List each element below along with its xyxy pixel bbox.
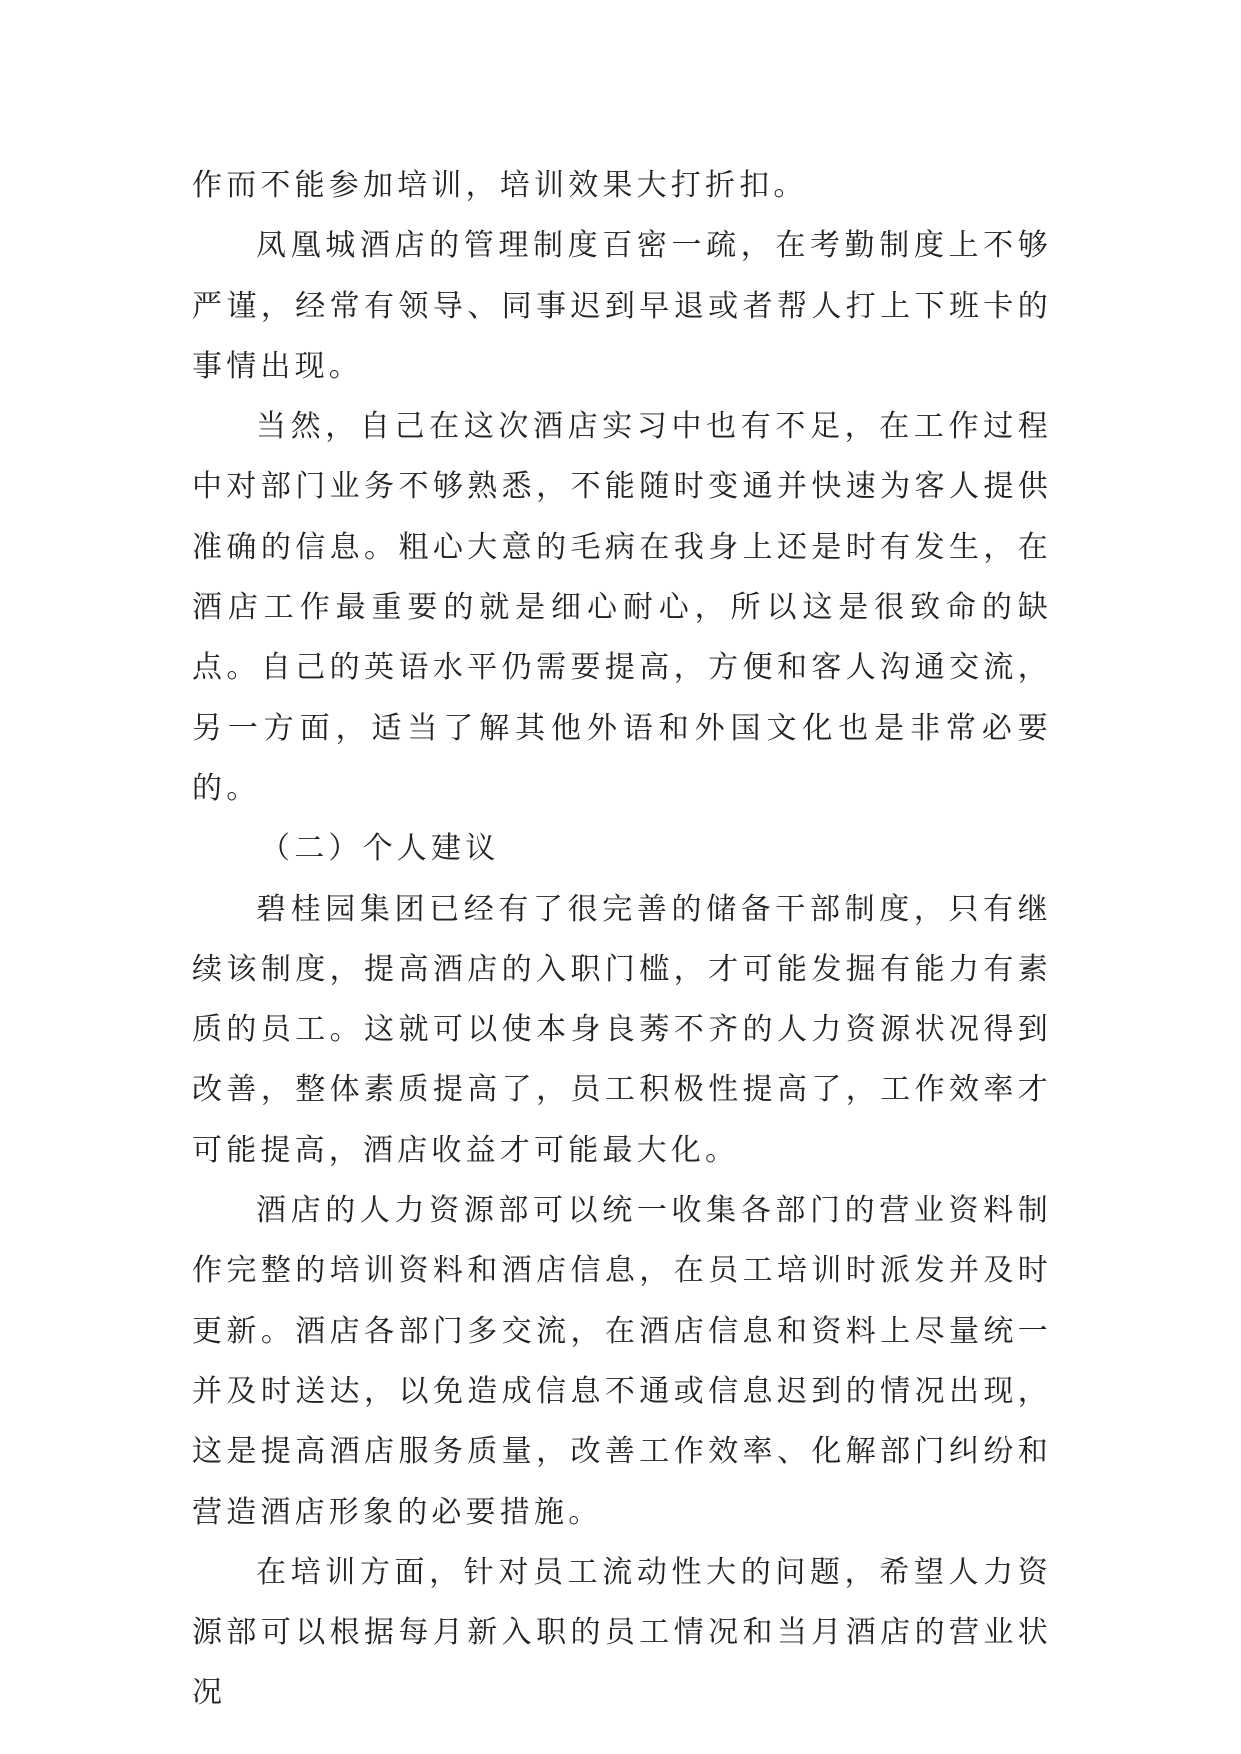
paragraph-training-turnover: 在培训方面，针对员工流动性大的问题，希望人力资源部可以根据每月新入职的员工情况和当月酒店的营业状况 xyxy=(192,1554,1052,1711)
document-body xyxy=(192,156,1052,1724)
paragraph-reserve-cadre: 碧桂园集团已经有了很完善的储备干部制度，只有继续该制度，提高酒店的入职门槛，才可能发掘有能力有素质的员工。这就可以使本身良莠不齐的人力资源状况得到改善，整体素质提高了，员工积极性提高了，工作效率才可能提高，酒店收益才可能最大化。 xyxy=(192,891,1052,1168)
paragraph-continuation: 作而不能参加培训，培训效果大打折扣。 xyxy=(192,168,808,203)
paragraph-management-system: 凤凰城酒店的管理制度百密一疏，在考勤制度上不够严谨，经常有领导、同事迟到早退或者帮人打上下班卡的事情出现。 xyxy=(192,228,1052,384)
section-heading-personal-suggestions: （二）个人建议 xyxy=(260,831,500,867)
paragraph-hr-training-materials: 酒店的人力资源部可以统一收集各部门的营业资料制作完整的培训资料和酒店信息，在员工培训时派发并及时更新。酒店各部门多交流，在酒店信息和资料上尽量统一并及时送达，以免造成信息不通或信息迟到的情况出现，这是提高酒店服务质量，改善工作效率、化解部门纠纷和营造酒店形象的必要措施。 xyxy=(192,1193,1052,1530)
paragraph-self-shortcomings: 当然，自己在这次酒店实习中也有不足，在工作过程中对部门业务不够熟悉，不能随时变通并快速为客人提供准确的信息。粗心大意的毛病在我身上还是时有发生，在酒店工作最重要的就是细心耐心，所以这是很致命的缺点。自己的英语水平仍需要提高，方便和客人沟通交流，另一方面，适当了解其他外语和外国文化也是非常必要的。 xyxy=(192,409,1052,806)
